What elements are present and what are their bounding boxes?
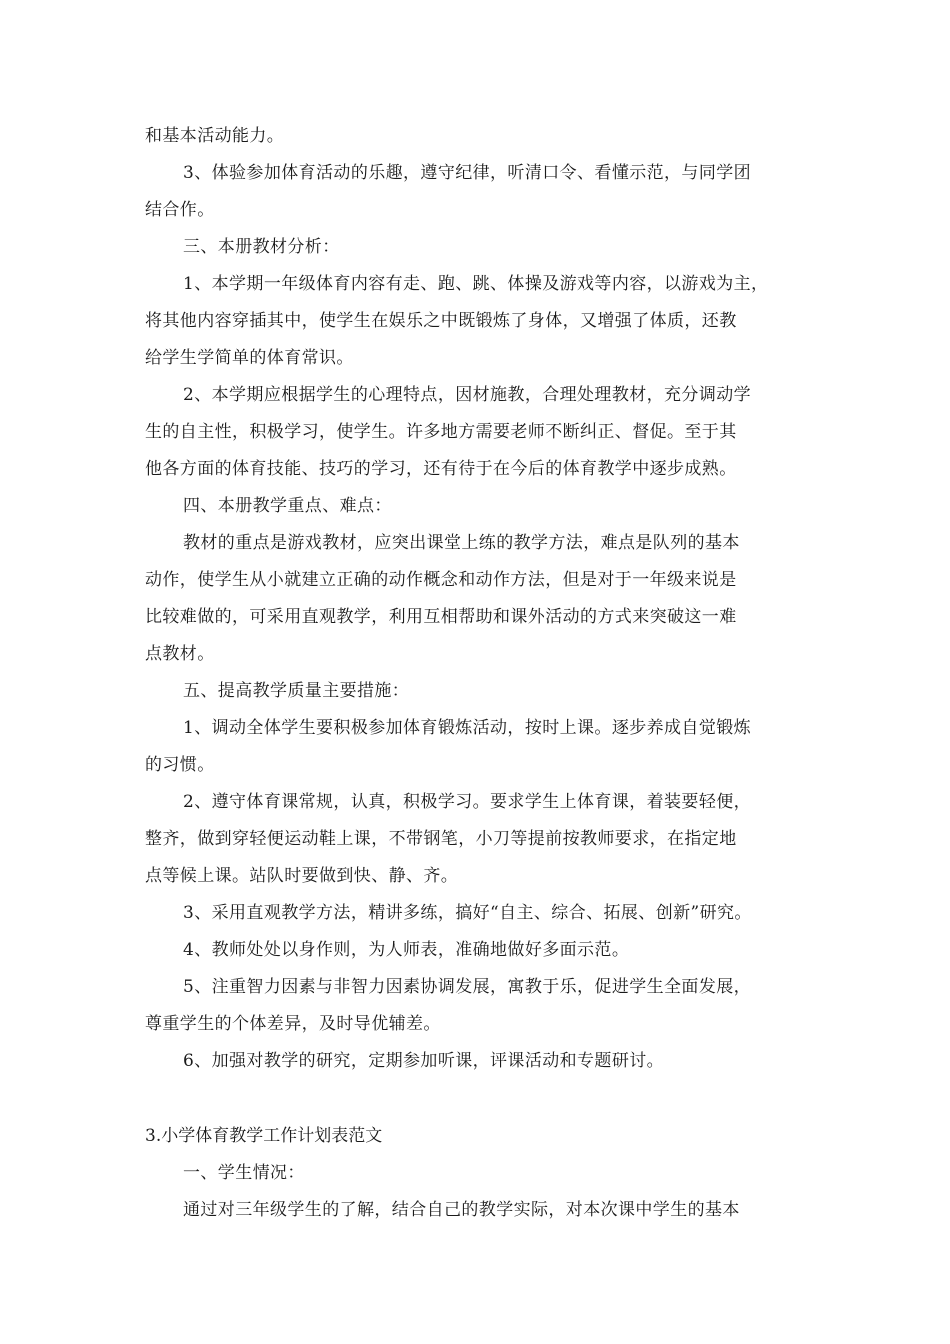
text-line: 四、本册教学重点、难点： [183, 496, 392, 516]
text-line: 点等候上课。站队时要做到快、静、齐。 [145, 866, 459, 886]
text-line: 5、注重智力因素与非智力因素协调发展，寓教于乐，促进学生全面发展， [183, 977, 752, 997]
section-title: 3.小学体育教学工作计划表范文 [145, 1126, 383, 1146]
text-line: 通过对三年级学生的了解，结合自己的教学实际，对本次课中学生的基本 [183, 1200, 740, 1220]
text-line: 给学生学简单的体育常识。 [145, 348, 354, 368]
section-gap [145, 1080, 820, 1118]
document-page [145, 118, 820, 1229]
text-line: 整齐，做到穿轻便运动鞋上课，不带钢笔，小刀等提前按教师要求，在指定地 [145, 829, 737, 849]
text-line: 3、体验参加体育活动的乐趣，遵守纪律，听清口令、看懂示范，与同学团 [183, 163, 752, 183]
text-line: 2、本学期应根据学生的心理特点，因材施教，合理处理教材，充分调动学 [183, 385, 752, 405]
text-line: 动作，使学生从小就建立正确的动作概念和动作方法，但是对于一年级来说是 [145, 570, 737, 590]
text-line: 1、调动全体学生要积极参加体育锻炼活动，按时上课。逐步养成自觉锻炼 [183, 718, 752, 738]
text-line: 4、教师处处以身作则，为人师表，准确地做好多面示范。 [183, 940, 630, 960]
text-line: 和基本活动能力。 [145, 126, 285, 146]
text-line: 五、提高教学质量主要措施： [183, 681, 410, 701]
text-line: 将其他内容穿插其中，使学生在娱乐之中既锻炼了身体，又增强了体质，还教 [145, 311, 737, 331]
text-line: 三、本册教材分析： [183, 237, 340, 257]
text-line: 一、学生情况： [183, 1163, 305, 1183]
text-line: 1、本学期一年级体育内容有走、跑、跳、体操及游戏等内容，以游戏为主， [183, 274, 769, 294]
body-text [145, 118, 820, 1080]
text-line: 比较难做的，可采用直观教学，利用互相帮助和课外活动的方式来突破这一难 [145, 607, 737, 627]
text-line: 2、遵守体育课常规，认真，积极学习。要求学生上体育课，着装要轻便， [183, 792, 752, 812]
text-line: 他各方面的体育技能、技巧的学习，还有待于在今后的体育教学中逐步成熟。 [145, 459, 737, 479]
text-line: 的习惯。 [145, 755, 215, 775]
text-line: 生的自主性，积极学习，使学生。许多地方需要老师不断纠正、督促。至于其 [145, 422, 737, 442]
text-line: 点教材。 [145, 644, 215, 664]
text-line: 6、加强对教学的研究，定期参加听课，评课活动和专题研讨。 [183, 1051, 665, 1071]
section-text [145, 1155, 820, 1229]
text-line: 3、采用直观教学方法，精讲多练，搞好“自主、综合、拓展、创新”研究。 [183, 903, 752, 923]
text-line: 结合作。 [145, 200, 215, 220]
text-line: 教材的重点是游戏教材，应突出课堂上练的教学方法，难点是队列的基本 [183, 533, 740, 553]
text-line: 尊重学生的个体差异，及时导优辅差。 [145, 1014, 441, 1034]
